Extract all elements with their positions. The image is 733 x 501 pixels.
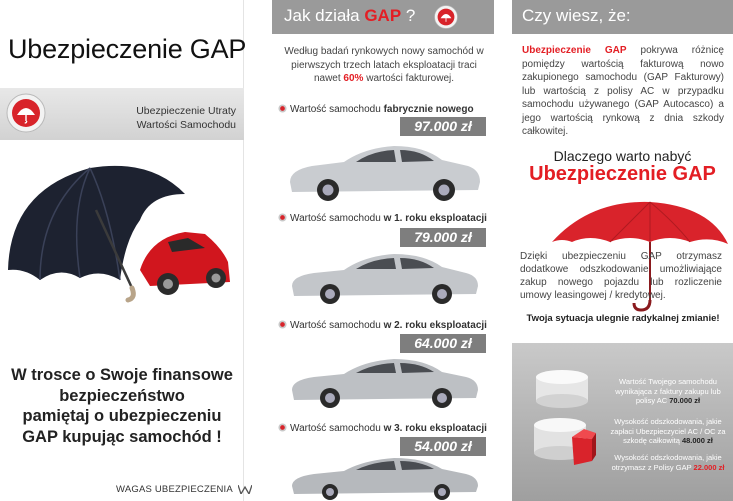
caption-gap-payout xyxy=(608,453,728,472)
subtitle-line-2: Wartości Samochodu xyxy=(136,119,236,131)
car-icon xyxy=(284,352,484,408)
gap-logo-icon xyxy=(434,5,458,29)
brand-name: WAGAS UBEZPIECZENIA xyxy=(116,484,233,495)
stage-price-2: 79.000 zł xyxy=(400,228,486,247)
intro-text xyxy=(282,45,486,86)
heading-question: ? xyxy=(401,6,416,25)
heading-part-a: Jak działa xyxy=(284,6,365,25)
gap-explainer-box xyxy=(512,343,733,501)
bullet-icon xyxy=(278,423,287,432)
caption-insurer-payout xyxy=(608,417,728,446)
stage-price-4: 54.000 zł xyxy=(400,437,486,456)
benefit-text: Dzięki ubezpieczeniu GAP otrzymasz dodatkowe odszkodowanie umożliwiające zakup nowego pojazdu lub rozliczenie umowy leasingowej / kredytowej. xyxy=(520,251,722,301)
full-value-cylinder-icon xyxy=(534,369,590,409)
subtitle-line-1: Ubezpieczenie Utraty xyxy=(136,105,236,117)
how-it-works-header xyxy=(272,0,494,34)
intro-part-a: Według badań rynkowych nowy samochód w pierwszych trzech latach eksploatacji traci nawet xyxy=(284,46,484,84)
stage-label-4-b: w 3. roku eksploatacji xyxy=(383,423,487,434)
slogan-line-4: GAP kupując samochód ! xyxy=(22,427,222,446)
caption-invoice-value xyxy=(608,377,728,406)
gap-logo-icon xyxy=(6,93,46,133)
bullet-icon xyxy=(278,213,287,222)
stage-label-3 xyxy=(278,320,487,331)
slogan xyxy=(4,365,240,447)
stage-label-1-b: fabrycznie nowego xyxy=(383,104,474,115)
stage-label-2-a: Wartość samochodu xyxy=(290,213,384,224)
car-icon xyxy=(284,246,484,304)
bullet-icon xyxy=(278,104,287,113)
situation-tagline: Twoja sytuacja ulegnie radykalnej zmianie! xyxy=(526,313,720,324)
stage-price-1: 97.000 zł xyxy=(400,117,486,136)
caption-2-text: Wysokość odszkodowania, jakie zapłaci Ubezpieczyciel AC / OC za szkodę całkowitą xyxy=(610,417,726,445)
brand-footer xyxy=(116,484,252,495)
gap-definition-text xyxy=(522,44,724,139)
slogan-line-3-b: ubezpieczeniu xyxy=(108,407,222,425)
stage-label-1-a: Wartość samochodu xyxy=(290,104,384,115)
split-value-cylinder-icon xyxy=(530,415,602,473)
stage-price-3: 64.000 zł xyxy=(400,334,486,353)
slogan-line-3-a: pamiętaj o xyxy=(22,407,109,425)
why-heading: Dlaczego warto nabyć xyxy=(553,148,692,164)
intro-percent: 60% xyxy=(343,73,364,84)
did-you-know-header xyxy=(512,0,733,34)
gap-definition-highlight: Ubezpieczenie GAP xyxy=(522,45,627,56)
car-icon xyxy=(284,454,484,500)
gap-definition-rest: pokrywa różnicę pomiędzy wartością fakturową nowo zakupionego samochodu (GAP Fakturowy) lub wartością z polisy AC w przypadku samochodu używanego (GAP Autocasco) a jego wartością rynkową z dnia szkody całkowitej. xyxy=(522,45,724,137)
car-icon xyxy=(284,136,484,202)
how-it-works-title xyxy=(284,6,415,26)
brand-logo-icon xyxy=(238,485,252,494)
red-car-icon xyxy=(140,232,230,295)
caption-2-amount: 48.000 zł xyxy=(681,436,713,445)
subtitle-band xyxy=(0,88,244,140)
intro-part-b: wartości fakturowej. xyxy=(363,73,455,84)
caption-1-text: Wartość Twojego samochodu wynikająca z faktury zakupu lub polisy AC xyxy=(615,377,721,405)
caption-3-amount: 22.000 zł xyxy=(693,462,725,472)
caption-3-text: Wysokość odszkodowania, jakie otrzymasz z Polisy GAP xyxy=(611,453,722,472)
stage-label-3-b: w 2. roku eksploatacji xyxy=(383,320,487,331)
subtitle-text xyxy=(86,104,236,132)
middle-panel xyxy=(272,0,494,501)
main-title: Ubezpieczenie GAP xyxy=(8,34,247,64)
left-panel xyxy=(0,0,247,501)
caption-1-amount: 70.000 zł xyxy=(669,396,701,405)
black-umbrella-icon xyxy=(0,150,244,335)
stage-label-3-a: Wartość samochodu xyxy=(290,320,384,331)
did-you-know-title: Czy wiesz, że: xyxy=(522,6,631,25)
slogan-line-2: bezpieczeństwo xyxy=(59,386,185,405)
bullet-icon xyxy=(278,320,287,329)
stage-label-2 xyxy=(278,213,487,224)
stage-label-1 xyxy=(278,104,474,115)
heading-gap: GAP xyxy=(364,6,402,25)
gap-heading: Ubezpieczenie GAP xyxy=(529,163,716,185)
stage-label-4 xyxy=(278,423,487,434)
slogan-line-3 xyxy=(4,406,240,427)
stage-label-2-b: w 1. roku eksploatacji xyxy=(383,213,487,224)
slogan-line-1: W trosce o Swoje finansowe xyxy=(11,366,233,384)
stage-label-4-a: Wartość samochodu xyxy=(290,423,384,434)
right-panel xyxy=(512,0,733,501)
